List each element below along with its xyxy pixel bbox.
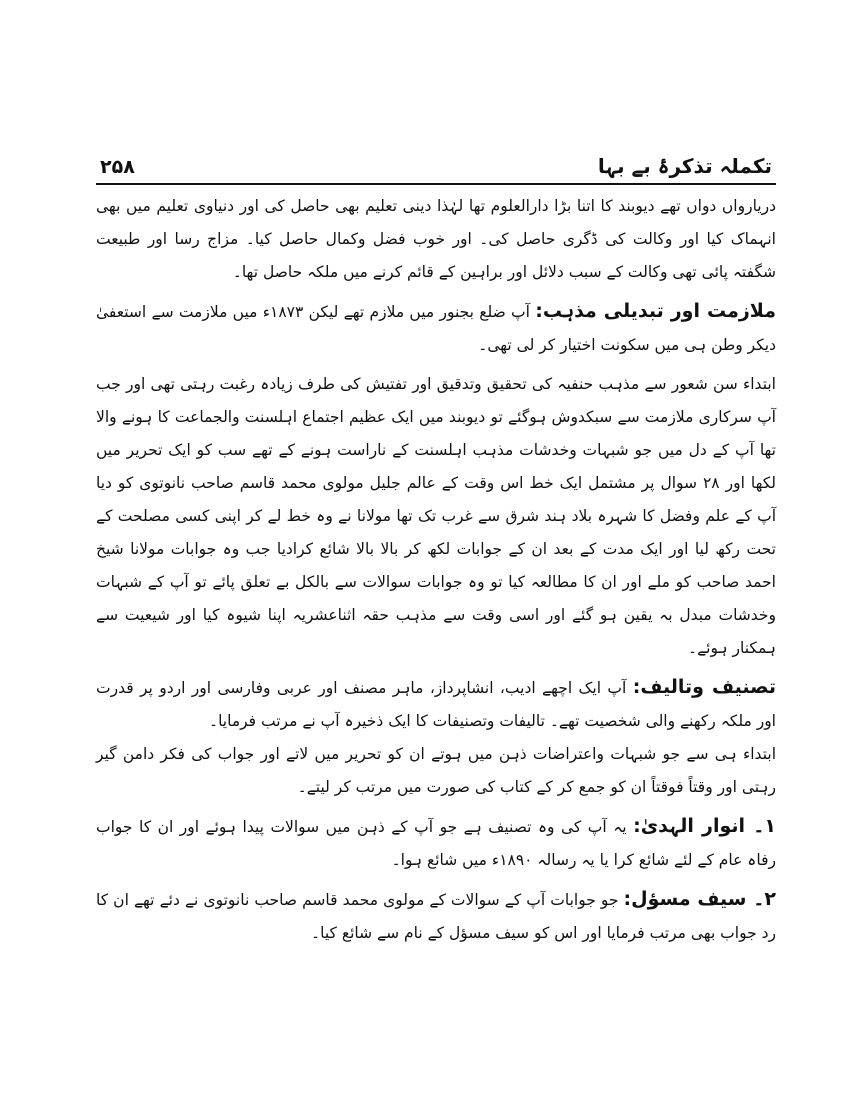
book-item-anwar-ul-huda — [96, 810, 776, 877]
section-heading: ملازمت اور تبدیلی مذہب: — [535, 300, 776, 322]
section-employment — [96, 295, 776, 362]
paragraph-text: ابتداء ہی سے جو شبہات واعتراضات ذہن میں ہوتے ان کو تحریر میں لاتے اور جواب کی فکر دامن گیر رہتی اور وقتاً فوقتاً ان کو جمع کر کے کتاب کی صورت میں مرتب کر لیتے۔ — [96, 745, 776, 796]
paragraph-text: آپ ایک اچھے ادیب، انشاپرداز، ماہر مصنف اور عربی وفارسی اور اردو پر قدرت اور ملکہ رکھنے والی شخصیت تھے۔ تالیفات وتصنیفات کا ایک ذخیرہ آپ نے مرتب فرمایا۔ — [96, 679, 776, 730]
running-title: تکملہ تذکرۂ بے بہا — [597, 154, 772, 178]
paragraph-text: دریارواں دواں تھے دیوبند کا اتنا بڑا دارالعلوم تھا لہٰذا دینی تعلیم بھی حاصل کی اور دنیاوی تعلیم میں بھی انہماک کیا اور وکالت کی ڈگری حاصل کی۔ اور خوب فضل وکمال حاصل کیا۔ مزاج رسا اور طبیعت شگفتہ پائی تھی وکالت کے سبب دلائل اور براہین کے قائم کرنے میں ملکہ حاصل تھا۔ — [96, 197, 776, 281]
paragraph-intro — [96, 190, 776, 289]
body-text — [96, 190, 776, 950]
paragraph-text: ابتداء سن شعور سے مذہب حنفیہ کی تحقیق وتدقیق اور تفتیش کی طرف زیادہ رغبت رہتی تھی اور جب آپ سرکاری ملازمت سے سبکدوش ہوگئے تو دیوبند میں ایک عظیم اجتماع اہلسنت والجماعت کا ہونے والا تھا آپ کے دل میں جو شبہات وخدشات مذہب اہلسنت کے ناراست ہونے کے تھے سب کو ایک تحریر میں لکھا اور ۲۸ سوال پر مشتمل ایک خط اس وقت کے عالم جلیل مولوی محمد قاسم صاحب نانوتوی کو دیا آپ کے علم وفضل کا شہرہ بلاد ہند شرق سے غرب تک تھا مولانا نے وہ خط لے کر اپنی کسی مصلحت کے تحت رکھ لیا اور ایک مدت کے بعد ان کے جوابات لکھ کر بالا بالا شائع کرادیا جب وہ جوابات مولانا شیخ احمد صاحب کو ملے اور ان کا مطالعہ کیا تو وہ جوابات سوالات سے بالکل بے تعلق پائے تو آپ کے شبہات وخدشات مبدل بہ یقین ہو گئے اور اسی وقت سے مذہب حقہ اثناعشریہ اپنا شیوہ کیا اور شیعیت سے ہمکنار ہوئے۔ — [96, 375, 777, 657]
book-title: ۲۔ سیف مسؤل: — [623, 888, 776, 910]
page-number: ۲۵۸ — [100, 156, 135, 178]
paragraph-writings-detail — [96, 738, 776, 804]
section-heading: تصنیف وتالیف: — [632, 676, 776, 698]
paragraph-text: جو جوابات آپ کے سوالات کے مولوی محمد قاسم صاحب نانوتوی نے دئے تھے ان کا رد جواب بھی مرتب فرمایا اور اس کو سیف مسؤل کے نام سے شائع کیا۔ — [96, 891, 776, 942]
book-title: ۱۔ انوار الہدیٰ: — [633, 815, 776, 837]
header-rule — [96, 183, 776, 185]
paragraph-text: آپ ضلع بجنور میں ملازم تھے لیکن ۱۸۷۳ء میں ملازمت سے استعفیٰ دیکر وطن ہی میں سکونت اختیار کر لی تھی۔ — [96, 303, 776, 354]
section-writings — [96, 671, 776, 738]
paragraph-conversion — [96, 368, 776, 665]
book-item-saif-e-masool — [96, 883, 776, 950]
paragraph-text: یہ آپ کی وہ تصنیف ہے جو آپ کے ذہن میں سوالات پیدا ہوئے اور ان کا جواب رفاہ عام کے لئے شائع کرا یا یہ رسالہ ۱۸۹۰ء میں شائع ہوا۔ — [96, 818, 776, 869]
